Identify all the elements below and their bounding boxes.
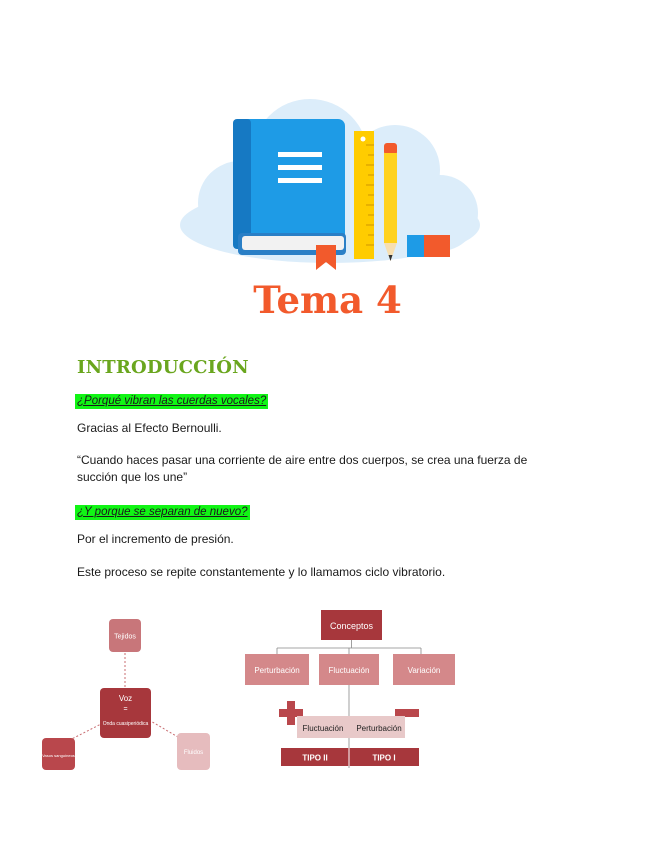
fluct-label: Fluctuación: [302, 724, 344, 733]
node-center-sub: Onda cuasiperiódica: [102, 721, 149, 727]
node-center-title: Voz: [118, 694, 133, 703]
concepts-hierarchy-diagram: [245, 610, 455, 768]
child-node-label: Fluctuación: [328, 666, 370, 675]
child-node-label: Variación: [407, 666, 441, 675]
child-node-label: Perturbación: [254, 666, 300, 675]
book-illustration-icon: [170, 95, 490, 275]
page-title: Tema 4: [253, 278, 402, 322]
node-right-label: Fluidos: [183, 750, 204, 756]
concept-diagrams: [35, 605, 475, 775]
question-text: ¿Porqué vibran las cuerdas vocales?: [77, 395, 267, 407]
voice-radial-diagram: [42, 619, 210, 770]
root-node-label: Conceptos: [329, 621, 374, 631]
tipo-i-label: TIPO I: [372, 753, 396, 763]
node-top-label: Tejidos: [114, 633, 136, 641]
tipo-ii-label: TIPO II: [302, 753, 328, 763]
node-center-eq: =: [123, 706, 128, 713]
minus-icon: [395, 709, 419, 717]
paragraph-answer: Gracias al Efecto Bernoulli.: [77, 421, 222, 435]
paragraph-conclusion: Este proceso se repite constantemente y lo llamamos ciclo vibratorio.: [77, 565, 446, 579]
section-heading: INTRODUCCIÓN: [77, 357, 249, 378]
question-text: ¿Y porque se separan de nuevo?: [77, 506, 248, 518]
highlighted-question: [75, 502, 250, 520]
highlighted-question: [75, 391, 268, 409]
paragraph-quote: “Cuando haces pasar una corriente de aire entre dos cuerpos, se crea una fuerza de succión que los une”: [77, 453, 528, 484]
paragraph-answer: Por el incremento de presión.: [77, 532, 234, 546]
node-left-label: Vasos sanguíneos: [42, 753, 75, 758]
pert-label: Perturbación: [356, 724, 402, 733]
